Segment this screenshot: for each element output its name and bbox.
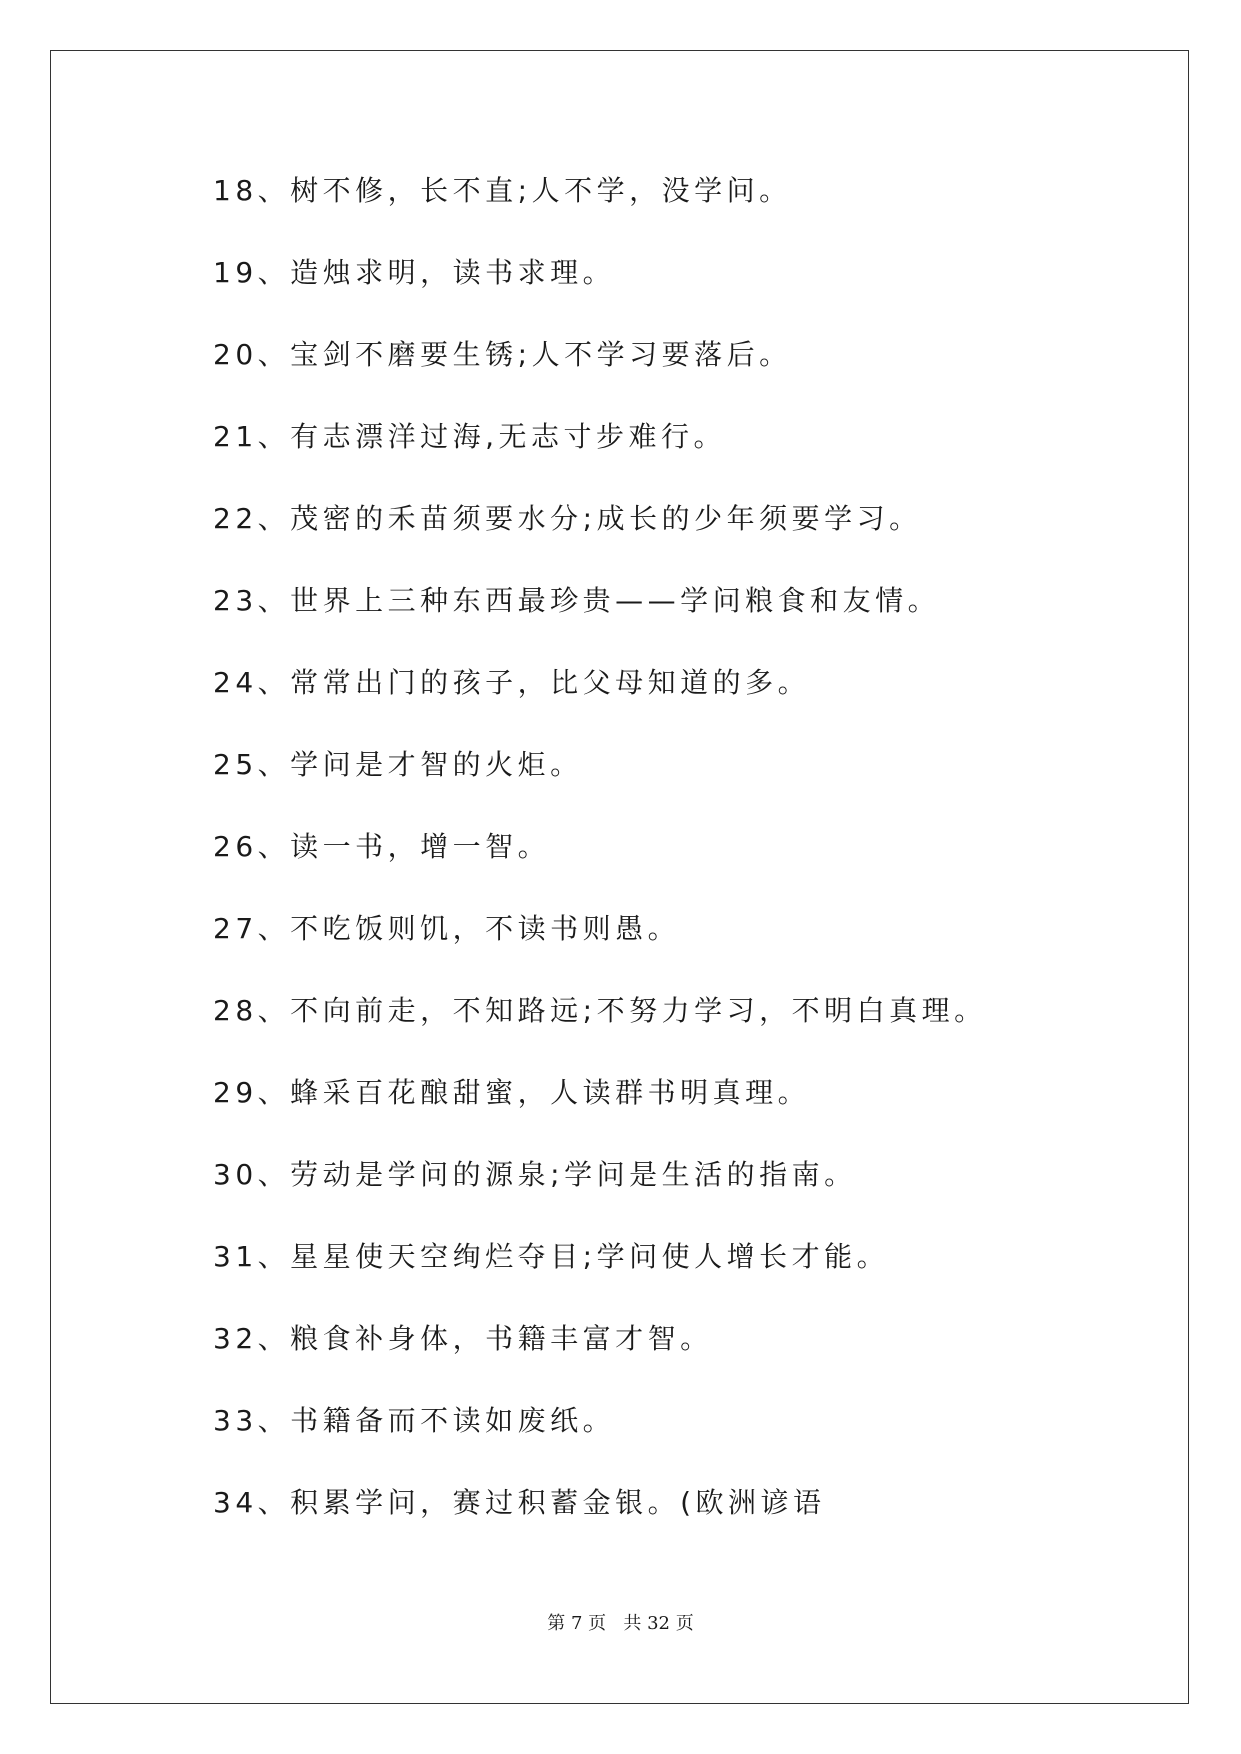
list-item: 29、蜂采百花酿甜蜜，人读群书明真理。 (213, 1076, 811, 1109)
list-item: 18、树不修，长不直;人不学，没学问。 (213, 174, 792, 207)
page-number: 第 7 页 (547, 1613, 607, 1634)
list-item: 20、宝剑不磨要生锈;人不学习要落后。 (213, 338, 792, 371)
page-footer (0, 1609, 1241, 1635)
list-item: 19、造烛求明，读书求理。 (213, 256, 616, 289)
list-item: 28、不向前走，不知路远;不努力学习，不明白真理。 (213, 994, 987, 1027)
list-item: 26、读一书，增一智。 (213, 830, 551, 863)
list-item: 30、劳动是学问的源泉;学问是生活的指南。 (213, 1158, 857, 1191)
proverb-list (213, 167, 987, 1561)
list-item: 23、世界上三种东西最珍贵——学问粮食和友情。 (213, 584, 941, 617)
list-item: 27、不吃饭则饥，不读书则愚。 (213, 912, 681, 945)
list-item: 25、学问是才智的火炬。 (213, 748, 583, 781)
list-item: 24、常常出门的孩子，比父母知道的多。 (213, 666, 811, 699)
list-item: 32、粮食补身体，书籍丰富才智。 (213, 1322, 713, 1355)
list-item: 31、星星使天空绚烂夺目;学问使人增长才能。 (213, 1240, 890, 1273)
page-total: 共 32 页 (623, 1613, 694, 1634)
list-item: 22、茂密的禾苗须要水分;成长的少年须要学习。 (213, 502, 922, 535)
list-item: 21、有志漂洋过海,无志寸步难行。 (213, 420, 727, 453)
list-item: 34、积累学问，赛过积蓄金银。(欧洲谚语 (213, 1486, 826, 1519)
list-item: 33、书籍备而不读如废纸。 (213, 1404, 616, 1437)
